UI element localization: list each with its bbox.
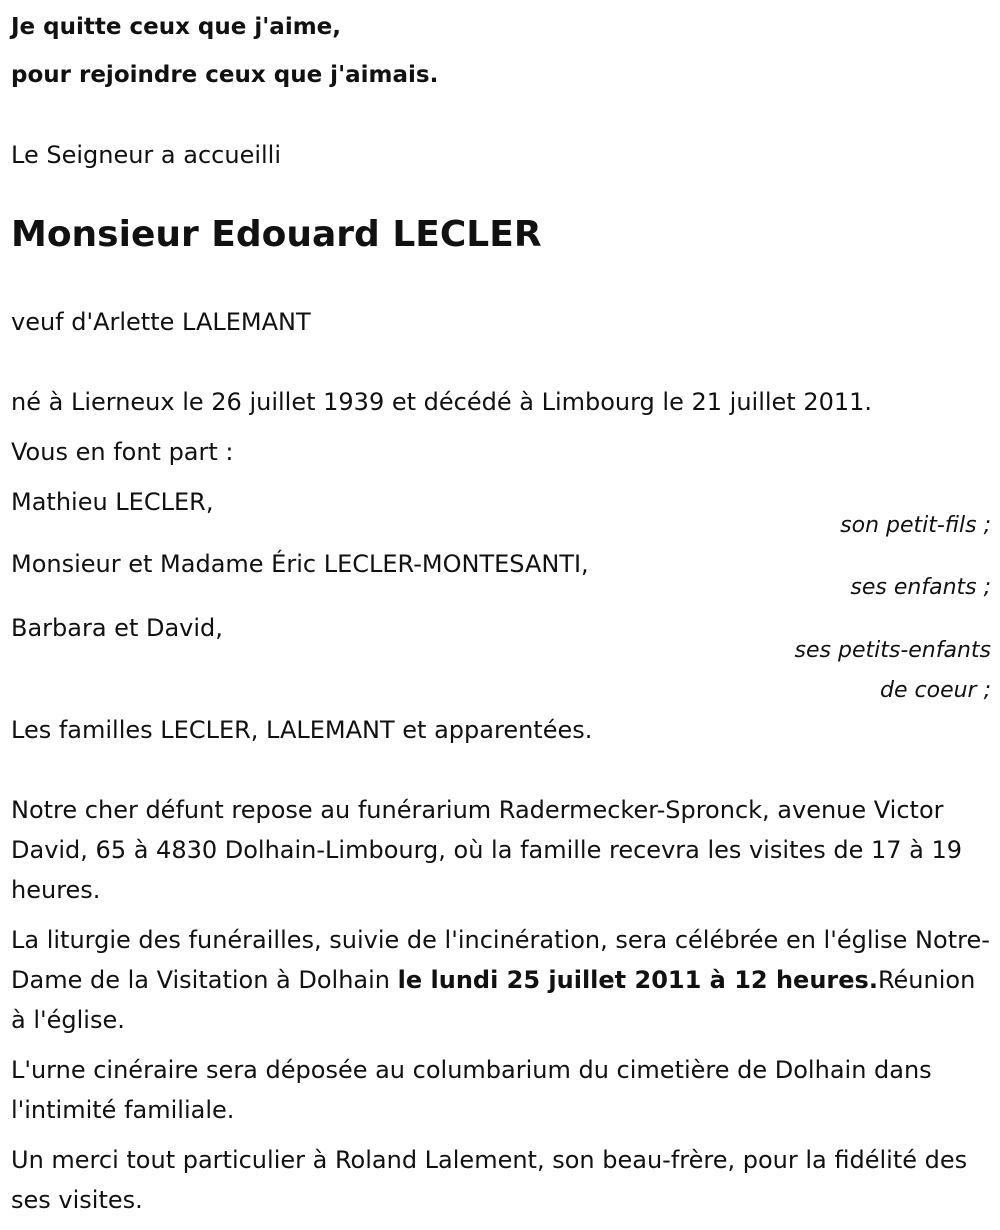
epigraph-line-2: pour rejoindre ceux que j'aimais. <box>11 62 439 88</box>
family-member-name: Monsieur et Madame Éric LECLER-MONTESANTI, <box>11 550 589 578</box>
urn-paragraph: L'urne cinéraire sera déposée au columbarium du cimetière de Dolhain dans l'intimité familiale. <box>11 1056 932 1124</box>
family-member-name: Barbara et David, <box>11 614 223 642</box>
family-member-relation: ses petits-enfants <box>794 638 991 663</box>
families-line: Les familles LECLER, LALEMANT et apparentées. <box>11 716 593 744</box>
family-member-relation: ses enfants ; <box>850 575 991 600</box>
family-member-relation-cont: de coeur ; <box>880 678 991 703</box>
intro-text: Le Seigneur a accueilli <box>11 141 282 169</box>
widower-of: veuf d'Arlette LALEMANT <box>11 308 311 336</box>
funerarium-paragraph: Notre cher défunt repose au funérarium Radermecker-Spronck, avenue Victor David, 65 à 4830 Dolhain-Limbourg, où la famille recevra les visites de 17 à 19 heures. <box>11 796 963 904</box>
thanks-paragraph: Un merci tout particulier à Roland Lalement, son beau-frère, pour la fidélité des ses visites. <box>11 1146 968 1214</box>
family-member-name: Mathieu LECLER, <box>11 488 214 516</box>
family-member-relation: son petit-fils ; <box>840 513 991 538</box>
liturgy-meeting: Réunion à l'église. <box>11 966 976 1034</box>
obituary-notice <box>11 0 991 1230</box>
liturgy-text: La liturgie des funérailles, suivie de l'incinération, sera célébrée en l'église Notre-Dame de la Visitation à Dolhain <box>11 926 990 994</box>
liturgy-date: le lundi 25 juillet 2011 à 12 heures. <box>397 966 878 994</box>
epigraph-line-1: Je quitte ceux que j'aime, <box>11 14 342 40</box>
deceased-name: Monsieur Edouard LECLER <box>11 214 542 255</box>
announce-label: Vous en font part : <box>11 438 234 466</box>
birth-death: né à Lierneux le 26 juillet 1939 et décédé à Limbourg le 21 juillet 2011. <box>11 388 873 416</box>
liturgy-paragraph <box>11 920 993 1040</box>
